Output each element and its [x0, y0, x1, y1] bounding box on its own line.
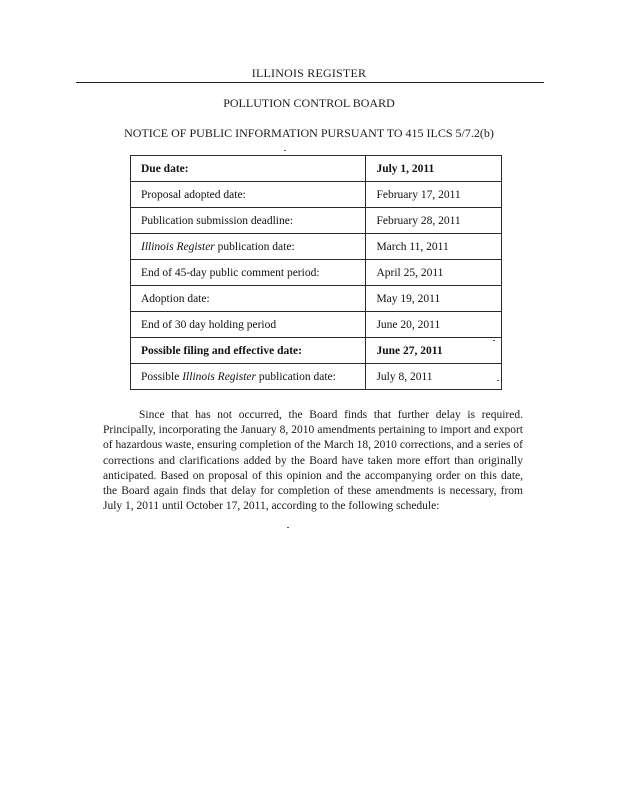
header-rule [76, 82, 544, 83]
row-label-holding-period-end: End of 30 day holding period [131, 312, 366, 338]
table-row [131, 182, 502, 208]
body-paragraph: Since that has not occurred, the Board finds that further delay is required. Principally, incorporating the January 8, 2010 amendments pertaining to import and export of hazardous waste, ensuring completion of the March 18, 2010 corrections, and a series of corrections and clarifications added by the Board have taken more effort than originally anticipated. Based on proposal of this opinion and the accompanying order on this date, the Board again finds that delay for completion of these amendments is necessary, from July 1, 2011 until October 17, 2011, according to the following schedule: [103, 409, 523, 513]
table-row [131, 338, 502, 364]
row-label-possible-register-publication [131, 364, 366, 390]
row-date-proposal-adopted: February 17, 2011 [366, 182, 502, 208]
scan-speck [287, 527, 289, 528]
notice-heading: NOTICE OF PUBLIC INFORMATION PURSUANT TO 415 ILCS 5/7.2(b) [124, 126, 494, 140]
scan-speck [497, 380, 499, 381]
row-label-comment-period-end: End of 45-day public comment period: [131, 260, 366, 286]
row-date-adoption: May 19, 2011 [366, 286, 502, 312]
register-label-rest: publication date: [214, 240, 295, 253]
table-row [131, 260, 502, 286]
schedule-table [130, 155, 502, 390]
register-heading: ILLINOIS REGISTER [251, 66, 367, 80]
register-italic-text: Illinois Register [182, 370, 257, 383]
row-label-submission-deadline: Publication submission deadline: [131, 208, 366, 234]
possible-prefix-text: Possible [141, 370, 183, 383]
row-date-register-publication: March 11, 2011 [366, 234, 502, 260]
row-date-comment-period-end: April 25, 2011 [366, 260, 502, 286]
row-label-register-publication [131, 234, 366, 260]
row-label-due-date: Due date: [131, 156, 366, 182]
table-row [131, 208, 502, 234]
register-italic-text: Illinois Register [141, 240, 215, 253]
row-date-submission-deadline: February 28, 2011 [366, 208, 502, 234]
row-date-due-date: July 1, 2011 [366, 156, 502, 182]
row-label-filing-effective: Possible filing and effective date: [131, 338, 366, 364]
row-date-possible-register-publication: July 8, 2011 [366, 364, 502, 390]
row-date-filing-effective: June 27, 2011 [366, 338, 502, 364]
table-row [131, 234, 502, 260]
board-heading: POLLUTION CONTROL BOARD [223, 96, 395, 110]
scan-speck [284, 150, 286, 151]
table-row [131, 286, 502, 312]
scan-speck [493, 340, 495, 341]
table-row [131, 312, 502, 338]
table-row [131, 364, 502, 390]
register-label-rest: publication date: [256, 370, 336, 383]
table-row [131, 156, 502, 182]
row-label-adoption: Adoption date: [131, 286, 366, 312]
row-date-holding-period-end: June 20, 2011 [366, 312, 502, 338]
row-label-proposal-adopted: Proposal adopted date: [131, 182, 366, 208]
